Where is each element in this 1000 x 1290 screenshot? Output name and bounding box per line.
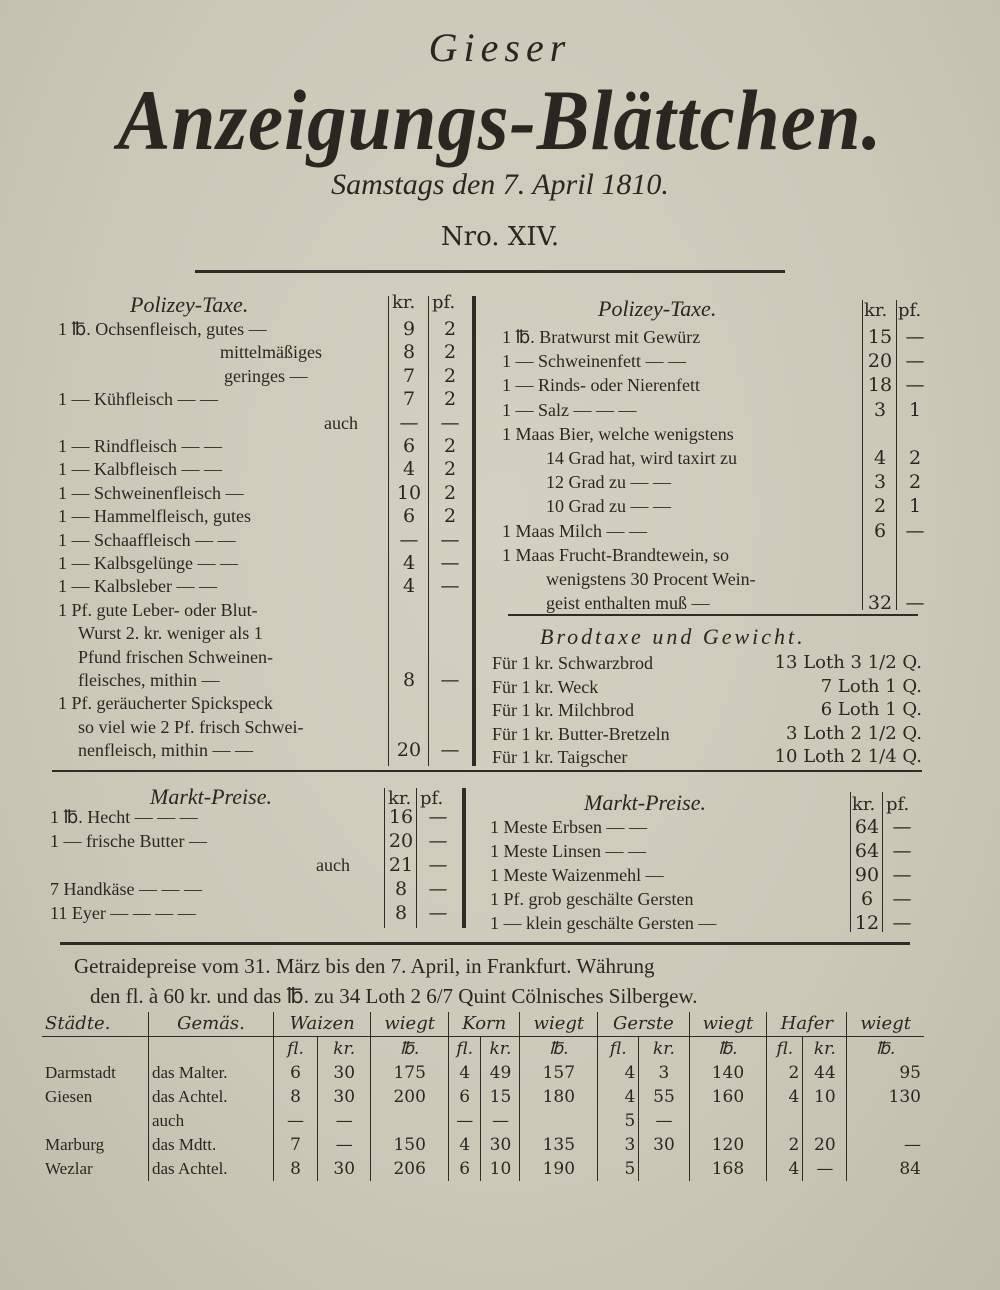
- polizey_right-item-text: geist enthalten muß —: [546, 593, 710, 614]
- polizey_left-item-kr: 4: [402, 575, 416, 598]
- polizey_left-item-pf: —: [440, 552, 460, 574]
- polizey_left-item-kr: 10: [396, 481, 422, 504]
- issue-number: Nro. XIV.: [440, 222, 560, 252]
- polizey_left-item-pf: [430, 622, 470, 644]
- polizey_left-item-pf: 2: [443, 388, 457, 411]
- markt_right-item-kr: 90: [854, 864, 880, 886]
- polizey_left-item-pf: 2: [443, 458, 457, 481]
- brodtaxe-item-text: Für 1 kr. Milchbrod: [492, 700, 634, 720]
- polizey_left-item-pf: 2: [443, 318, 457, 340]
- table-row: [42, 1109, 924, 1133]
- cell-h-fl: 2: [767, 1061, 803, 1085]
- brodtaxe-item-weight: 3 Loth 2 1/2 Q.: [786, 722, 922, 744]
- polizey_left-item-pf: 2: [443, 505, 457, 528]
- polizey_left-item-pf: [430, 692, 470, 714]
- cell-h-fl: [767, 1109, 803, 1133]
- polizey_left-item-text: mittelmäßiges: [220, 342, 322, 363]
- brodtaxe-rule: [508, 614, 918, 616]
- left-kr-rule: [388, 296, 389, 766]
- header-staedte: Städte.: [42, 1012, 149, 1037]
- table-row: [42, 1061, 924, 1085]
- getraide-rule: [60, 942, 910, 945]
- cell-gemaes: das Achtel.: [149, 1157, 274, 1181]
- table-row: [42, 1085, 924, 1109]
- cell-h-kr: 44: [803, 1061, 847, 1085]
- cell-h-kr: 10: [803, 1085, 847, 1109]
- brodtaxe-item-text: Für 1 kr. Schwarzbrod: [492, 653, 653, 673]
- polizey_right-item-kr: 6: [873, 519, 887, 542]
- markt_right-item-text: 1 Meste Linsen — —: [490, 841, 646, 861]
- right-kr-rule: [862, 300, 863, 610]
- cell-g-fl: 4: [598, 1061, 639, 1085]
- markt_left-item-text: 1 — frische Butter —: [50, 831, 207, 851]
- cell-k-lb: 135: [520, 1133, 598, 1157]
- markt_right-item-kr: 64: [854, 816, 880, 838]
- cell-gemaes: das Achtel.: [149, 1085, 274, 1109]
- polizey_left-item-kr: 8: [402, 341, 416, 364]
- polizey_right-item-text: 14 Grad hat, wird taxirt zu: [546, 448, 737, 468]
- polizey_left-item-text: 1 — Schaaffleisch — —: [58, 529, 236, 550]
- brodtaxe-item-text: Für 1 kr. Butter-Bretzeln: [492, 723, 670, 744]
- markt-left-title: Markt-Preise.: [150, 784, 272, 809]
- markt-right-title: Markt-Preise.: [584, 790, 706, 815]
- polizey_right-item-text: 1 ℔. Bratwurst mit Gewürz: [502, 327, 701, 347]
- polizey_left-item-kr: [390, 599, 428, 621]
- sub-fl: fl.: [598, 1037, 639, 1062]
- cell-k-fl: 4: [449, 1133, 481, 1157]
- polizey_right-item-pf: —: [905, 350, 925, 373]
- cell-stadt: Marburg: [45, 1135, 105, 1154]
- polizey_right-item-text: 1 Maas Milch — —: [502, 520, 647, 541]
- cell-h-lb: 130: [847, 1085, 924, 1109]
- cell-w-kr: —: [318, 1109, 371, 1133]
- header-gemaes: Gemäs.: [149, 1012, 274, 1037]
- markt_left-item-pf: —: [428, 878, 448, 900]
- polizey_left-item-kr: 4: [402, 458, 416, 481]
- sub-kr: kr.: [639, 1037, 689, 1062]
- markt_left-item-kr: 21: [388, 854, 414, 876]
- polizey_right-item-kr: [864, 568, 896, 590]
- cell-g-lb: 120: [689, 1133, 767, 1157]
- markt_left-item-kr: 16: [388, 806, 414, 828]
- polizey_right-item-pf: [898, 568, 932, 590]
- left-pf-rule: [428, 296, 429, 766]
- markt-divider: [462, 788, 466, 928]
- polizey_left-item-text: 1 — Kalbfleisch — —: [58, 459, 222, 480]
- cell-h-lb: —: [847, 1133, 924, 1157]
- polizey_left-item-text: 1 — Rindfleisch — —: [58, 436, 222, 456]
- markt_left-item-text: 1 ℔. Hecht — — —: [50, 807, 198, 827]
- cell-k-fl: 4: [449, 1061, 481, 1085]
- cell-w-lb: 200: [371, 1085, 449, 1109]
- cell-h-lb: [847, 1109, 924, 1133]
- markt_right-item-text: 1 — klein geschälte Gersten —: [490, 913, 717, 933]
- cell-k-fl: —: [449, 1109, 481, 1133]
- cell-w-lb: 175: [371, 1061, 449, 1085]
- markt_right-item-pf: —: [892, 912, 912, 934]
- polizey_right-item-kr: 20: [867, 350, 893, 373]
- polizey_left-item-kr: [390, 716, 428, 738]
- markt-right-kr-rule: [850, 792, 851, 932]
- polizey_left-item-text: 1 ℔. Ochsenfleisch, gutes —: [58, 319, 267, 339]
- polizey_left-item-text: auch: [324, 412, 358, 433]
- polizey_left-item-text: 1 — Schweinenfleisch —: [58, 482, 244, 503]
- polizey_left-item-pf: 2: [443, 481, 457, 504]
- polizey_left-item-pf: 2: [443, 364, 457, 387]
- issue-date: Samstags den 7. April 1810.: [331, 168, 669, 201]
- markt_left-item-kr: 8: [394, 878, 408, 900]
- markt_left-item-kr: 20: [388, 830, 414, 852]
- table-row: [42, 1157, 924, 1181]
- markt_right-item-pf: —: [892, 864, 912, 886]
- markt-left-kr-header: kr.: [388, 788, 412, 809]
- polizey_left-item-kr: 9: [402, 318, 416, 340]
- polizey_left-item-kr: 4: [402, 552, 416, 574]
- masthead-title: Anzeigungs-Blättchen.: [117, 72, 883, 168]
- polizey_right-item-kr: 3: [873, 398, 887, 421]
- polizey_left-item-text: nenfleisch, mithin — —: [78, 740, 253, 761]
- brodtaxe-title: Brodtaxe und Gewicht.: [540, 624, 806, 649]
- cell-g-fl: 4: [598, 1085, 639, 1109]
- sub-fl: fl.: [767, 1037, 803, 1062]
- cell-w-fl: 8: [274, 1085, 318, 1109]
- brodtaxe-item-weight: 13 Loth 3 1/2 Q.: [774, 652, 922, 673]
- polizey_left-item-pf: —: [440, 411, 460, 434]
- cell-g-kr: 55: [639, 1085, 689, 1109]
- markt_left-item-pf: —: [428, 806, 448, 828]
- header-waizen: Waizen: [274, 1012, 371, 1037]
- polizey_left-item-pf: —: [440, 669, 460, 691]
- polizey_left-item-pf: 2: [443, 341, 457, 364]
- polizey_right-item-text: 10 Grad zu — —: [546, 496, 671, 517]
- polizey_right-item-kr: 4: [873, 447, 887, 469]
- polizey_right-item-text: 1 — Rinds- oder Nierenfett: [502, 375, 700, 396]
- polizey_right-item-kr: 3: [873, 471, 887, 494]
- cell-w-lb: 206: [371, 1157, 449, 1181]
- polizey_right-item-pf: 1: [908, 398, 922, 421]
- polizey_left-item-pf: —: [440, 575, 460, 598]
- cell-g-fl: 5: [598, 1109, 639, 1133]
- markt-left-pf-header: pf.: [420, 788, 444, 809]
- cell-g-kr: [639, 1157, 689, 1181]
- markt_left-item-text: 7 Handkäse — — —: [50, 879, 202, 899]
- markt_right-item-kr: 64: [854, 840, 880, 862]
- cell-h-kr: —: [803, 1157, 847, 1181]
- cell-g-fl: 3: [598, 1133, 639, 1157]
- markt-left-kr-rule: [384, 788, 385, 928]
- cell-stadt: Wezlar: [45, 1159, 93, 1178]
- cell-g-lb: [689, 1109, 767, 1133]
- getraide-table: [42, 1012, 924, 1181]
- brodtaxe-item-weight: 7 Loth 1 Q.: [820, 675, 922, 697]
- header-korn-wiegt: wiegt: [520, 1012, 598, 1037]
- cell-g-kr: —: [639, 1109, 689, 1133]
- cell-gemaes: das Mdtt.: [149, 1133, 274, 1157]
- polizey_right-item-pf: 2: [908, 447, 922, 469]
- markt_left-item-text: auch: [316, 855, 350, 875]
- cell-h-fl: 4: [767, 1157, 803, 1181]
- polizey_left-item-text: 1 — Kalbsgelünge — —: [58, 553, 238, 573]
- polizey_right-item-pf: 1: [908, 495, 922, 518]
- cell-g-kr: 3: [639, 1061, 689, 1085]
- cell-k-lb: [520, 1109, 598, 1133]
- brodtaxe-item-text: Für 1 kr. Taigscher: [492, 747, 628, 767]
- markt_left-item-pf: —: [428, 902, 448, 924]
- cell-w-lb: 150: [371, 1133, 449, 1157]
- polizey-left-pf-header: pf.: [432, 292, 456, 313]
- polizey_left-item-text: Pfund frischen Schweinen-: [78, 646, 273, 667]
- polizey_right-item-text: 12 Grad zu — —: [546, 472, 671, 493]
- sub-kr: kr.: [318, 1037, 371, 1062]
- sub-fl: fl.: [449, 1037, 481, 1062]
- cell-h-kr: 20: [803, 1133, 847, 1157]
- cell-gemaes: das Malter.: [149, 1061, 274, 1085]
- markt_right-item-pf: —: [892, 840, 912, 862]
- cell-k-fl: 6: [449, 1157, 481, 1181]
- markt-right-kr-header: kr.: [852, 794, 876, 815]
- polizey_left-item-text: 1 — Kalbsleber — —: [58, 576, 217, 597]
- brodtaxe-item-weight: 10 Loth 2 1/4 Q.: [774, 746, 922, 767]
- cell-k-lb: 190: [520, 1157, 598, 1181]
- cell-g-fl: 5: [598, 1157, 639, 1181]
- header-korn: Korn: [449, 1012, 520, 1037]
- markt-right-pf-rule: [882, 792, 883, 932]
- polizey_right-item-text: wenigstens 30 Procent Wein-: [546, 569, 756, 589]
- polizey_left-item-pf: [430, 716, 470, 738]
- sub-kr: kr.: [803, 1037, 847, 1062]
- cell-g-kr: 30: [639, 1133, 689, 1157]
- polizey_left-item-kr: 6: [402, 435, 416, 457]
- cell-h-lb: 95: [847, 1061, 924, 1085]
- polizey_left-item-kr: —: [399, 411, 419, 434]
- markt-right-pf-header: pf.: [886, 794, 910, 815]
- cell-w-fl: 7: [274, 1133, 318, 1157]
- sub-fl: fl.: [274, 1037, 318, 1062]
- polizey-left-title: Polizey-Taxe.: [130, 292, 249, 317]
- polizey_left-item-pf: —: [440, 739, 460, 762]
- polizey_right-item-text: 1 Maas Bier, welche wenigstens: [502, 423, 734, 444]
- polizey_left-item-text: 1 Pf. geräucherter Spickspeck: [58, 693, 273, 714]
- polizey_left-item-text: 1 Pf. gute Leber- oder Blut-: [58, 599, 258, 620]
- polizey_left-item-kr: [390, 646, 428, 668]
- polizey_left-item-text: Wurst 2. kr. weniger als 1: [78, 623, 263, 644]
- polizey_right-item-pf: [898, 423, 932, 445]
- cell-w-kr: 30: [318, 1157, 371, 1181]
- markt_right-item-text: 1 Meste Erbsen — —: [490, 817, 647, 837]
- brodtaxe-item-text: Für 1 kr. Weck: [492, 676, 599, 697]
- cell-k-kr: —: [481, 1109, 520, 1133]
- polizey_left-item-text: geringes —: [224, 365, 308, 386]
- cell-k-kr: 49: [481, 1061, 520, 1085]
- header-hafer-wiegt: wiegt: [847, 1012, 924, 1037]
- cell-w-fl: 8: [274, 1157, 318, 1181]
- cell-w-fl: —: [274, 1109, 318, 1133]
- cell-h-lb: 84: [847, 1157, 924, 1181]
- polizey_right-item-kr: 32: [867, 592, 893, 615]
- header-hafer: Hafer: [767, 1012, 847, 1037]
- polizey-right-title: Polizey-Taxe.: [598, 296, 717, 321]
- cell-stadt: [42, 1109, 149, 1133]
- polizey_right-item-kr: [864, 544, 896, 566]
- cell-stadt: Giesen: [45, 1087, 93, 1106]
- table-row: [42, 1133, 924, 1157]
- header-waizen-wiegt: wiegt: [371, 1012, 449, 1037]
- sub-lb: ℔.: [847, 1037, 924, 1062]
- markt_left-item-pf: —: [428, 830, 448, 852]
- polizey-right-pf-header: pf.: [898, 300, 922, 321]
- polizey_left-item-text: fleisches, mithin —: [78, 670, 220, 690]
- cell-w-fl: 6: [274, 1061, 318, 1085]
- cell-w-kr: —: [318, 1133, 371, 1157]
- polizey_right-item-pf: —: [905, 592, 925, 615]
- polizey-left-kr-header: kr.: [392, 292, 416, 313]
- markt_left-item-kr: 8: [394, 902, 408, 924]
- markt-rule: [52, 770, 922, 772]
- cell-g-lb: 140: [689, 1061, 767, 1085]
- polizey_left-item-kr: 20: [396, 739, 422, 762]
- markt_right-item-kr: 12: [854, 912, 880, 934]
- cell-w-lb: [371, 1109, 449, 1133]
- cell-stadt: Darmstadt: [45, 1063, 116, 1082]
- right-pf-rule: [896, 300, 897, 610]
- sub-kr: kr.: [481, 1037, 520, 1062]
- sub-lb: ℔.: [371, 1037, 449, 1062]
- polizey_right-item-kr: [864, 423, 896, 445]
- polizey_left-item-pf: [430, 646, 470, 668]
- cell-k-kr: 10: [481, 1157, 520, 1181]
- cell-k-kr: 30: [481, 1133, 520, 1157]
- markt_left-item-pf: —: [428, 854, 448, 876]
- polizey_right-item-kr: 18: [867, 374, 893, 397]
- markt_right-item-text: 1 Pf. grob geschälte Gersten: [490, 889, 694, 909]
- markt_left-item-text: 11 Eyer — — — —: [50, 903, 196, 923]
- getraide-intro-line2: den fl. à 60 kr. und das ℔. zu 34 Loth 2 6/7 Quint Cölnisches Silbergew.: [90, 984, 698, 1008]
- polizey_right-item-pf: [898, 544, 932, 566]
- polizey_right-item-pf: 2: [908, 471, 922, 494]
- polizey_right-item-kr: 15: [867, 326, 893, 348]
- polizey_left-item-kr: 8: [402, 669, 416, 691]
- cell-w-kr: 30: [318, 1085, 371, 1109]
- header-gerste-wiegt: wiegt: [689, 1012, 767, 1037]
- polizey_left-item-pf: [430, 599, 470, 621]
- cell-h-kr: [803, 1109, 847, 1133]
- cell-g-lb: 168: [689, 1157, 767, 1181]
- polizey_left-item-kr: —: [399, 528, 419, 551]
- markt_right-item-kr: 6: [860, 888, 874, 910]
- polizey_left-item-kr: [390, 692, 428, 714]
- markt_right-item-text: 1 Meste Waizenmehl —: [490, 865, 664, 885]
- polizey_right-item-kr: 2: [873, 495, 887, 518]
- polizey_right-item-pf: —: [905, 519, 925, 542]
- cell-gemaes: auch: [149, 1109, 274, 1133]
- polizey_right-item-text: 1 — Schweinenfett — —: [502, 351, 686, 372]
- polizey_left-item-pf: 2: [443, 435, 457, 457]
- sub-lb: ℔.: [520, 1037, 598, 1062]
- header-gerste: Gerste: [598, 1012, 689, 1037]
- polizey_left-item-text: 1 — Hammelfleisch, gutes: [58, 506, 251, 527]
- markt_right-item-pf: —: [892, 816, 912, 838]
- cell-h-fl: 2: [767, 1133, 803, 1157]
- polizey_left-item-kr: 6: [402, 505, 416, 528]
- polizey-right-kr-header: kr.: [864, 300, 888, 321]
- cell-k-fl: 6: [449, 1085, 481, 1109]
- cell-h-fl: 4: [767, 1085, 803, 1109]
- polizey_right-item-text: 1 — Salz — — —: [502, 399, 637, 420]
- cell-w-kr: 30: [318, 1061, 371, 1085]
- polizey_right-item-pf: —: [905, 374, 925, 397]
- markt-left-pf-rule: [416, 788, 417, 928]
- masthead-top: Gieser: [428, 25, 572, 70]
- cell-k-lb: 180: [520, 1085, 598, 1109]
- markt_right-item-pf: —: [892, 888, 912, 910]
- polizey_left-item-text: so viel wie 2 Pf. frisch Schwei-: [78, 716, 304, 737]
- polizey_right-item-pf: —: [905, 326, 925, 348]
- polizey_left-item-pf: —: [440, 528, 460, 551]
- cell-k-kr: 15: [481, 1085, 520, 1109]
- polizey_left-item-kr: 7: [402, 364, 416, 387]
- polizey_left-item-text: 1 — Kühfleisch — —: [58, 389, 218, 410]
- sub-lb: ℔.: [689, 1037, 767, 1062]
- polizey_left-item-kr: [390, 622, 428, 644]
- polizey_right-item-text: 1 Maas Frucht-Brandtewein, so: [502, 544, 729, 565]
- polizey_left-item-kr: 7: [402, 388, 416, 411]
- cell-k-lb: 157: [520, 1061, 598, 1085]
- masthead-rule: [195, 270, 785, 273]
- getraide-intro-line1: Getraidepreise vom 31. März bis den 7. April, in Frankfurt. Währung: [74, 954, 655, 978]
- brodtaxe-item-weight: 6 Loth 1 Q.: [820, 699, 922, 720]
- column-divider: [472, 296, 476, 766]
- cell-g-lb: 160: [689, 1085, 767, 1109]
